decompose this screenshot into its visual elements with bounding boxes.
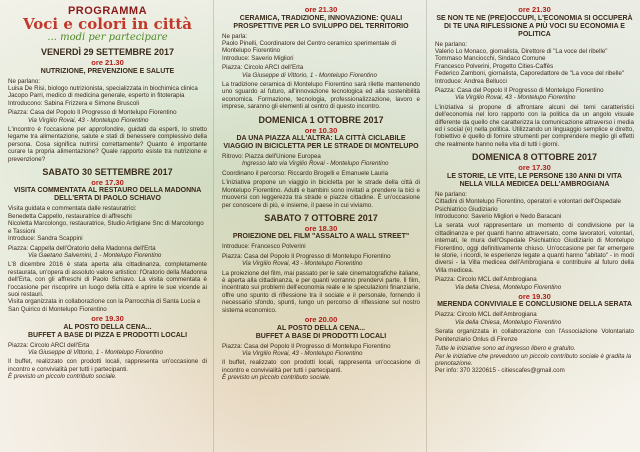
cost-note: È previsto un piccolo contributo sociale.	[8, 373, 117, 381]
column-2	[213, 0, 426, 452]
event-heading: CERAMICA, TRADIZIONE, INNOVAZIONE: QUALI PROSPETTIVE PER LO SVILUPPO DEL TERRITORIO	[233, 14, 409, 30]
footer-note: Tutte le iniziative sono ad ingresso libero e gratuito.	[435, 345, 576, 353]
contact-info: Per info: 370 3220615 - citiescafes@gmail.com	[435, 367, 565, 375]
venue: Piazza: Cappella dell'Oratorio della Madonna dell'Erta	[8, 244, 156, 252]
speakers-label: Ne parlano:	[435, 190, 467, 198]
speaker: Benedetta Cappello, restauratrice di affreschi	[8, 212, 132, 220]
coordinators: Coordinano il percorso: Riccardo Brogelli e Emanuele Lauria	[222, 169, 389, 177]
venue-address: Via Giuseppe di Vittorio, 1 - Montelupo Fiorentino	[242, 71, 377, 79]
introducers: Introducono: Sabina Frizzera e Simone Bruscoli	[8, 99, 140, 107]
programma-heading: PROGRAMMA	[67, 5, 148, 17]
speaker: Valerio Lo Monaco, giornalista, Direttore di "La voce del ribelle"	[435, 47, 608, 55]
venue: Piazza: Casa del Popolo Il Progresso di Montelupo Fiorentino	[8, 109, 177, 117]
venue-address: Via Virgilio Rovai, 43 - Montelupo Fiorentino	[28, 116, 149, 124]
venue-address: Via Virgilio Rovai, 43 - Montelupo Fiorentino	[242, 260, 363, 268]
venue: Piazza: Circolo ARCI dell'Erta	[8, 341, 90, 349]
event-time: ore 17.30	[518, 163, 551, 173]
speakers-label: Ne parlano:	[435, 40, 467, 48]
event-description: La serata vuol rappresentare un momento di condivisione per la cittadinanza e per quanti hanno attraversato, come lavoratori, volontari, internati, le mura dell'Ospedale Psichiatrico Giudiziario di Montelupo Fiorentino, oggi definitivamente chiuso. Un'occasione per far emergere le storie, i ricordi, le esperienze legate a quanti hanno "abitato" - in modi diversi - la Villa medicea dell'Ambrogiana e contribuire al futuro della Villa medicea.	[435, 222, 634, 274]
event-heading: AL POSTO DELLA CENA...	[276, 324, 366, 332]
event-time: ore 20.00	[304, 315, 338, 325]
date-heading: SABATO 30 SETTEMBRE 2017	[42, 166, 173, 177]
introducers: Introduce: Andrea Bellucci	[435, 77, 507, 85]
guide-label: Visita guidata e commentata dalle restauratrici:	[8, 205, 137, 213]
speaker: Federico Zamboni, giornalista, Caporedattore de "La voce del ribelle"	[435, 70, 625, 78]
event-heading: MERENDA CONVIVIALE E CONCLUSIONE DELLA SERATA	[437, 301, 632, 309]
event-heading: NUTRIZIONE, PREVENZIONE E SALUTE	[40, 67, 175, 75]
venue: Piazza: Circolo ARCI dell'Erta	[222, 64, 304, 72]
event-description: La tradizione ceramica di Montelupo Fiorentino sarà rilette mantenendo uno sguardo al futuro, all'innovazione tecnologica ed alla sostenibilità economica. Formazione, tecnologia, professionalizzazione, lavoro e imprese, saranno gli elementi al centro di questo incontro.	[222, 80, 420, 111]
date-heading: DOMENICA 8 OTTOBRE 2017	[471, 152, 598, 163]
event-subtitle: ... modi per partecipare	[47, 32, 168, 43]
footer-note: Per le iniziative che prevedono un piccolo contributo sociale è gradita la prenotazione.	[435, 352, 632, 367]
venue: Piazza: Casa del Popolo Il Progresso di Montelupo Fiorentino	[222, 342, 391, 350]
event-title: Voci e colori in città	[23, 15, 192, 33]
speakers-label: Ne parlano:	[8, 77, 40, 85]
event-description: L'iniziativa propone un viaggio in bicicletta per le strade della città di Montelupo Fiorentino. Adulti e bambini sono invitati a prendere la bici e muoversi con leggerezza tra strade e piazze cittadine. È un'occasione per conoscere di più, e insieme, il paese in cui viviamo.	[222, 179, 420, 209]
introducers: Introduce: Francesco Polverini	[222, 243, 306, 251]
event-heading: BUFFET A BASE DI PIZZA E PRODOTTI LOCALI	[27, 331, 188, 339]
collaboration-note: Serata organizzata in collaborazione con l'Associazione Volontariato Penitenziario Onlus di Firenze	[435, 328, 634, 343]
venue-address: Via Giuseppe di Vittorio, 1 - Montelupo Fiorentino	[28, 349, 163, 357]
venue: Piazza: Circolo MCL dell'Ambrogiana	[435, 276, 537, 284]
introducers: Introducono: Saverio Migliori e Nedo Baracani	[435, 212, 562, 220]
speaker: Luisa De Risi, biologo nutrizionista, specializzata in biochimica clinica	[8, 84, 198, 92]
meeting-point: Ritrovo: Piazza dell'Unione Europea	[222, 153, 321, 161]
speaker: Cittadini di Montelupo Fiorentino, operatori e volontari dell'Ospedale Psichiatrico Giudiziario	[435, 198, 621, 213]
speaker: Paolo Pinelli, Coordinatore del Centro ceramico sperimentale di Montelupo Fiorentino	[222, 39, 397, 55]
event-heading: VISITA COMMENTATA AL RESTAURO DELLA MADONNA DELL'ERTA DI PAOLO SCHIAVO	[13, 187, 202, 203]
event-heading: AL POSTO DELLA CENA...	[63, 323, 152, 331]
venue: Piazza: Casa del Popolo Il Progresso di Montelupo Fiorentino	[222, 252, 391, 260]
column-3	[426, 0, 640, 452]
speaker: Nicoletta Marcolongo, restauratrice, Studio Artigiane Snc di Marcolongo e Tassioni	[8, 220, 204, 235]
event-heading: BUFFET A BASE DI PRODOTTI LOCALI	[255, 332, 387, 340]
event-time: ore 19.30	[91, 314, 124, 324]
collaboration-note: Visita organizzata in collaborazione con la Parrocchia di Santa Lucia e San Quirico di Montelupo Fiorentino	[8, 298, 201, 313]
speakers-label: Ne parla:	[222, 32, 248, 40]
event-heading: DA UNA PIAZZA ALL'ALTRA: LA CITTÀ CICLABILE VIAGGIO IN BICICLETTA PER LE STRADE DI MONTELUPO	[223, 135, 419, 151]
date-heading: VENERDÌ 29 SETTEMBRE 2017	[40, 47, 175, 57]
meeting-entrance: Ingresso lato via Virgilio Rovai - Montelupo Fiorentino	[242, 160, 389, 168]
event-heading: SE NON TE NE (PRE)OCCUPI, L'ECONOMIA SI OCCUPERÀ DI TE UNA RIFLESSIONE A PIÙ VOCI SU ECONOMIA E POLITICA	[436, 14, 633, 38]
cost-note: È previsto un piccolo contributo sociale.	[222, 374, 331, 382]
venue-address: Via Virgilio Rovai, 43 - Montelupo Fiorentino	[242, 349, 363, 357]
event-description: La proiezione del film, mai passato per le sale cinematografiche italiane, è aperta alla cittadinanza, e per quanti vorranno prendervi parte. Il film, incentrato sui problemi dell'economia reale e le speculazioni finanziarie, offre uno spunto di riflessione tra il sociale e il personale, fornendo il necessario sfondo, spunti, lungo un percorso di riflessione sul nostro sistema economico.	[222, 269, 420, 314]
speaker: Francesco Polverini, Progetto Cities-Caffès	[435, 62, 554, 70]
introducers: Introduce: Sandra Scappini	[8, 235, 83, 243]
date-heading: SABATO 7 OTTOBRE 2017	[264, 212, 378, 223]
speaker: Jacopo Parri, medico di medicina generale, esperto in fitoterapia	[8, 92, 185, 100]
event-heading: PROIEZIONE DEL FILM "ASSALTO A WALL STREET"	[232, 233, 410, 241]
event-time: ore 17.30	[91, 177, 124, 187]
venue-address: Via della Chiesa, Montelupo Fiorentino	[455, 283, 562, 291]
event-time: ore 21.30	[91, 58, 124, 67]
event-description: L'iniziativa si propone di affrontare alcuni dei temi caratteristici dell'economia nel loro rapporto con la politica da un angolo visuale differente da quello che caratterizza la comunicazione attraverso i media ed i social (e) nella politica. Utilizzando un linguaggio semplice e diretto, l'obiettivo è quello di fornire strumenti per comprendere meglio gli effetti che realmente hanno nella vita di tutti i giorni.	[435, 103, 634, 148]
event-time: ore 10.30	[304, 125, 338, 135]
venue: Piazza: Circolo MCL dell'Ambrogiana	[435, 311, 537, 319]
venue-address: Via Gaetano Salvemini, 1 - Montelupo Fiorentino	[28, 251, 162, 259]
speaker: Tommaso Manciocchi, Sindaco Comune	[435, 55, 546, 63]
event-time: ore 18.30	[304, 223, 338, 233]
venue-address: Via della Chiesa, Montelupo Fiorentino	[455, 318, 562, 326]
introducers: Introduce: Saverio Migliori	[222, 54, 294, 62]
column-1	[0, 0, 213, 452]
event-heading: LE STORIE, LE VITE, LE PERSONE 130 ANNI DI VITA NELLA VILLA MEDICEA DELL'AMBROGIANA	[447, 172, 622, 188]
venue-address: Via Virgilio Rovai, 43 - Montelupo Fiorentino	[455, 94, 576, 102]
event-description: Il buffet, realizzato con prodotti locali, rappresenta un'occasione di incontro e convivialità per tutti i partecipanti.	[222, 359, 420, 374]
event-description: Il buffet, realizzato con prodotti locali, rappresenta un'occasione di incontro e convivialità per tutti i partecipanti.	[8, 358, 207, 373]
event-time: ore 19.30	[518, 291, 551, 301]
event-description: L'incontro è l'occasione per approfondire, guidati da esperti, lo stretto legame tra alimentazione, salute e stati di benessere complessivo della persona. Cosa significa nutrirsi correttamente? Quanto è importante curare la propria alimentazione? Quale rapporto esiste tra nutrizione e prevenzione?	[8, 125, 207, 163]
event-time: ore 21.30	[304, 5, 338, 14]
event-time: ore 21.30	[518, 5, 551, 14]
event-description: L'8 dicembre 2016 è stata aperta alla cittadinanza, completamente restaurata, un'opera di assoluto valore artistico: l'Oratorio della Madonna dell'Erta, con gli affreschi di Paolo Schiavo. La visita commentata è l'occasione per riscoprire un luogo della città e aprire le sue vicende ai suoi restauri.	[8, 261, 207, 298]
date-heading: DOMENICA 1 OTTOBRE 2017	[258, 114, 384, 125]
venue: Piazza: Casa del Popolo Il Progresso di Montelupo Fiorentino	[435, 86, 604, 94]
